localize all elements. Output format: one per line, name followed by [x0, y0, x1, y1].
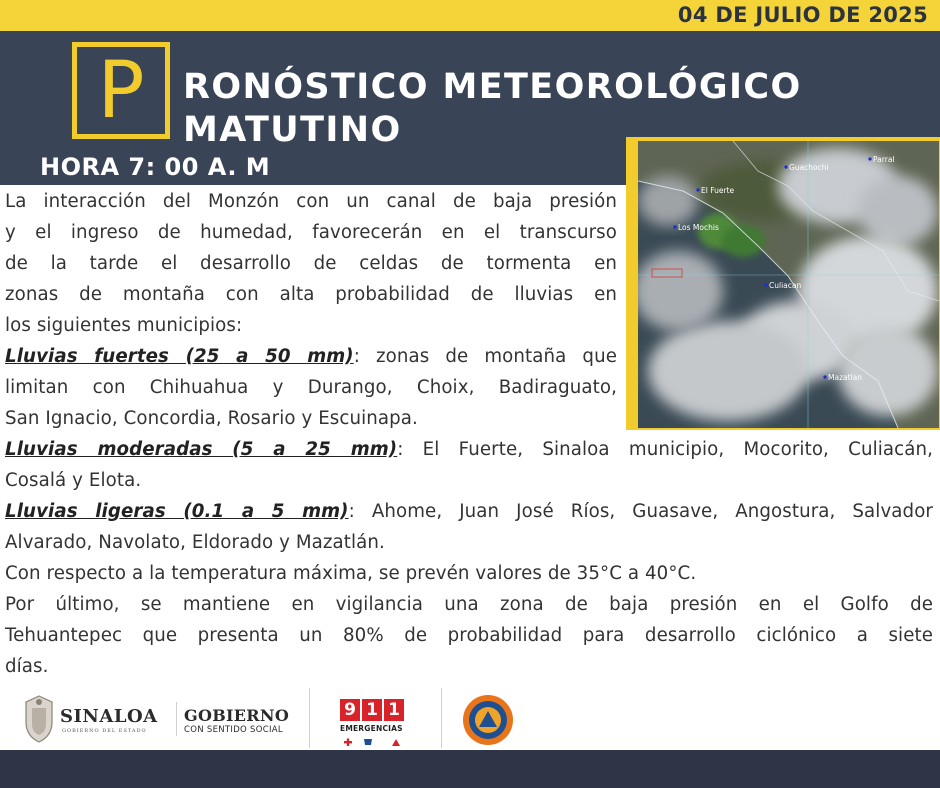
bottom-bar: [0, 750, 940, 788]
map-label-los-mochis: Los Mochis: [678, 223, 719, 232]
emergencias-911-logo: [340, 699, 404, 747]
title-line-2: MATUTINO: [183, 110, 402, 150]
logo-divider: [441, 688, 442, 748]
emergency-services-icons: [342, 738, 404, 747]
intro-line-1: La interacción del Monzón con un canal de baja presión: [5, 191, 617, 212]
temperature-line: Con respecto a la temperatura máxima, se prevén valores de 35°C a 40°C.: [5, 563, 697, 584]
title-initial-box: [72, 42, 170, 139]
title-initial: P: [97, 46, 145, 136]
911-digit: 9: [340, 699, 360, 721]
top-date-bar: [0, 0, 940, 31]
heavy-rain-text-1: : zonas de montaña que: [353, 346, 617, 367]
forecast-date: 04 DE JULIO DE 2025: [677, 3, 928, 27]
map-label-culiacan: Culiacan: [769, 281, 802, 290]
911-digit: 1: [362, 699, 382, 721]
proteccion-civil-logo: [462, 694, 514, 746]
heavy-rain-label: Lluvias fuertes (25 a 50 mm): [5, 346, 354, 367]
forecast-body: [5, 186, 933, 682]
gobierno-logo-subtitle: CON SENTIDO SOCIAL: [184, 725, 283, 735]
moderate-rain-label: Lluvias moderadas (5 a 25 mm): [5, 439, 398, 460]
map-label-guachochi: Guachochi: [789, 163, 829, 172]
heavy-rain-line-3: San Ignacio, Concordia, Rosario y Escuinapa.: [5, 408, 418, 429]
intro-line-2: y el ingreso de humedad, favorecerán en el transcurso: [5, 222, 617, 243]
title-line-1: RONÓSTICO METEOROLÓGICO: [183, 67, 802, 107]
moderate-rain-line-2: Cosalá y Elota.: [5, 470, 142, 491]
light-rain-text-1: : Ahome, Juan José Ríos, Guasave, Angostura, Salvador: [348, 501, 934, 522]
light-rain-label: Lluvias ligeras (0.1 a 5 mm): [5, 501, 349, 522]
heavy-rain-line-1: [5, 341, 617, 372]
pressure-line-2: Tehuantepec que presenta un 80% de probabilidad para desarrollo ciclónico a siete: [5, 625, 933, 646]
pressure-line-1: Por último, se mantiene en vigilancia una zona de baja presión en el Golfo de: [5, 594, 933, 615]
emergencias-label: EMERGENCIAS: [340, 724, 403, 733]
light-rain-line-1: [5, 496, 933, 527]
map-label-mazatlan: Mazatlan: [828, 373, 862, 382]
light-rain-line-2: Alvarado, Navolato, Eldorado y Mazatlán.: [5, 532, 385, 553]
intro-line-5: los siguientes municipios:: [5, 315, 243, 336]
state-seal-icon: [22, 694, 56, 744]
logo-divider: [309, 688, 310, 748]
logo-strip: [0, 688, 940, 750]
sinaloa-logo-subtitle: GOBIERNO DEL ESTADO: [62, 728, 147, 734]
map-label-parral: Parral: [873, 155, 895, 164]
heavy-rain-line-2: limitan con Chihuahua y Durango, Choix, Badiraguato,: [5, 377, 617, 398]
sinaloa-logo-text: SINALOA: [60, 706, 158, 727]
911-digits: [340, 699, 404, 721]
map-label-el-fuerte: El Fuerte: [701, 186, 735, 195]
logo-divider: [176, 702, 177, 736]
intro-line-4: zonas de montaña con alta probabilidad de lluvias en: [5, 284, 617, 305]
intro-line-3: de la tarde el desarrollo de celdas de tormenta en: [5, 253, 617, 274]
pressure-line-3: días.: [5, 656, 49, 677]
911-digit: 1: [384, 699, 404, 721]
moderate-rain-line-1: [5, 434, 933, 465]
gobierno-logo-text: GOBIERNO: [184, 706, 290, 725]
forecast-time: HORA 7: 00 A. M: [40, 153, 271, 181]
moderate-rain-text-1: : El Fuerte, Sinaloa municipio, Mocorito, Culiacán,: [397, 439, 933, 460]
